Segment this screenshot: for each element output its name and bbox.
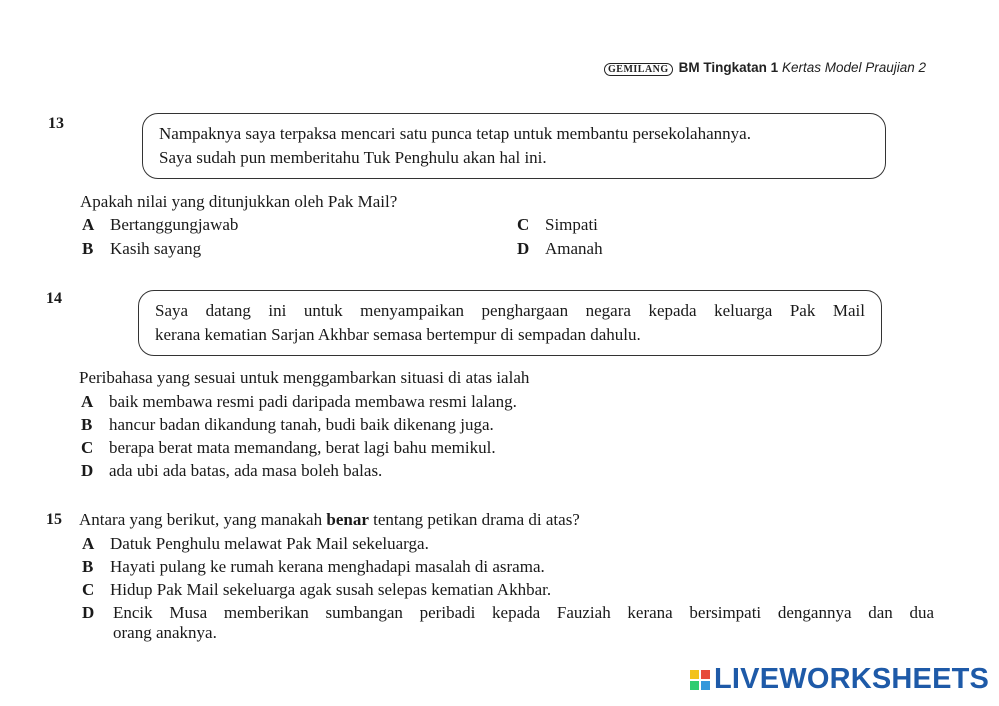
option-d[interactable]: [517, 239, 603, 259]
question-stem: Apakah nilai yang ditunjukkan oleh Pak Mail?: [80, 192, 398, 211]
option-c[interactable]: [517, 215, 598, 235]
option-letter: D: [517, 239, 530, 258]
option-text: Encik Musa memberikan sumbangan peribadi kepada Fauziah kerana bersimpati dengannya dan dua: [113, 603, 934, 622]
option-c[interactable]: [81, 438, 496, 458]
option-text: Kasih sayang: [110, 239, 202, 258]
option-d[interactable]: [82, 603, 934, 643]
header-paper: Kertas Model Praujian 2: [781, 60, 927, 75]
question-number: 15: [46, 511, 62, 528]
option-letter: A: [82, 534, 95, 553]
option-text: Datuk Penghulu melawat Pak Mail sekeluarga.: [110, 534, 429, 553]
page-header: [604, 60, 926, 76]
option-b[interactable]: [82, 239, 201, 259]
option-a[interactable]: [82, 534, 429, 554]
option-b[interactable]: [82, 557, 545, 577]
question-stem: Peribahasa yang sesuai untuk menggambarkan situasi di atas ialah: [79, 368, 530, 387]
dialogue-line: Nampaknya saya terpaksa mencari satu punca tetap untuk membantu persekolahannya.: [159, 124, 751, 143]
option-text: hancur badan dikandung tanah, budi baik dikenang juga.: [109, 415, 494, 434]
option-text-continued: orang anaknya.: [113, 623, 217, 642]
question-stem: [79, 510, 580, 530]
stem-text: tentang petikan drama di atas?: [373, 510, 580, 529]
option-c[interactable]: [82, 580, 551, 600]
option-letter: B: [82, 239, 94, 258]
dialogue-line: Saya datang ini untuk menyampaikan penghargaan negara kepada keluarga Pak Mail: [155, 301, 865, 320]
dialogue-box: [138, 290, 882, 356]
option-a[interactable]: [81, 392, 517, 412]
header-subject: BM Tingkatan 1: [678, 60, 779, 75]
option-letter: C: [82, 580, 95, 599]
option-letter: A: [82, 215, 95, 234]
option-text: ada ubi ada batas, ada masa boleh balas.: [109, 461, 383, 480]
question-number: 14: [46, 290, 62, 307]
option-text: Hayati pulang ke rumah kerana menghadapi masalah di asrama.: [110, 557, 545, 576]
option-text: Hidup Pak Mail sekeluarga agak susah selepas kematian Akhbar.: [110, 580, 552, 599]
option-letter: B: [82, 557, 94, 576]
dialogue-line: Saya sudah pun memberitahu Tuk Penghulu akan hal ini.: [159, 148, 547, 167]
option-text: Bertanggungjawab: [110, 215, 239, 234]
question-number: 13: [48, 115, 64, 132]
option-text: Amanah: [545, 239, 603, 258]
option-a[interactable]: [82, 215, 238, 235]
option-b[interactable]: [81, 415, 494, 435]
option-d[interactable]: [81, 461, 382, 481]
liveworksheets-logo-icon: [690, 670, 710, 690]
stem-text: Antara yang berikut, yang manakah: [79, 510, 323, 529]
option-letter: D: [82, 603, 95, 622]
option-text: berapa berat mata memandang, berat lagi bahu memikul.: [109, 438, 496, 457]
dialogue-box: [142, 113, 886, 179]
option-text: baik membawa resmi padi daripada membawa resmi lalang.: [109, 392, 517, 411]
option-letter: A: [81, 392, 94, 411]
option-letter: C: [81, 438, 94, 457]
option-text: Simpati: [545, 215, 598, 234]
option-letter: B: [81, 415, 93, 434]
liveworksheets-watermark: [690, 663, 989, 696]
stem-emphasis: benar: [326, 510, 369, 529]
watermark-text: LIVEWORKSHEETS: [714, 663, 990, 695]
option-letter: D: [81, 461, 94, 480]
dialogue-line: kerana kematian Sarjan Akhbar semasa bertempur di sempadan dahulu.: [155, 325, 641, 344]
option-letter: C: [517, 215, 530, 234]
publisher-logo: GEMILANG: [604, 63, 673, 76]
